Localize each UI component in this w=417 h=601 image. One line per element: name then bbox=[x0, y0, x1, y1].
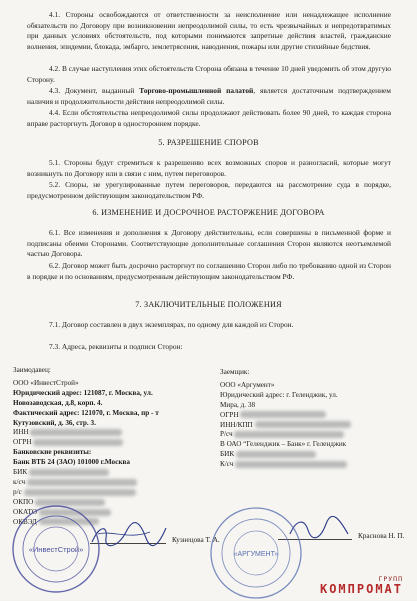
lender-legal-address-1: Юридический адрес: г. Геленджик, ул. bbox=[220, 390, 338, 399]
lender-ks-row bbox=[220, 460, 400, 470]
section-5-heading: 5. РАЗРЕШЕНИЕ СПОРОВ bbox=[158, 138, 259, 147]
redacted-value bbox=[240, 411, 326, 418]
lender-bank: В ОАО “Геленджик – Банк» г. Геленджик bbox=[220, 440, 347, 449]
clause-4-2: 4.2. В случае наступления этих обстоятельств Сторона обязана в течение 10 дней уведомить об этом другую Сторону. bbox=[27, 64, 391, 84]
clause-6-1: 6.1. Все изменения и дополнения к Договору действительны, если совершены в письменной форме и подписаны обеими Сторонами. Соответствующие дополнительные соглашения Сторон являются неотъемлемой частью Договора. bbox=[27, 228, 391, 259]
lender-signer-name: Краснова Н. П. bbox=[358, 532, 405, 540]
clause-7-1: 7.1. Договор составлен в двух экземплярах, по одному для каждой из Сторон. bbox=[49, 320, 294, 329]
borrower-ogrn-label: ОГРН bbox=[13, 438, 32, 447]
borrower-signer-name: Кузнецова Т. А. bbox=[172, 536, 220, 544]
borrower-legal-address-1: Юридический адрес: 121087, г. Москва, ул. bbox=[13, 388, 153, 397]
lender-seal-text: «АРГУМЕНТ» bbox=[233, 551, 279, 558]
borrower-legal-address-2: Новозаводская, д.8, корп. 4. bbox=[13, 398, 103, 407]
borrower-okpo-label: ОКПО bbox=[13, 497, 34, 506]
clause-6-2: 6.2. Договор может быть досрочно расторгнут по соглашению Сторон либо по требованию одной из Сторон в порядке и по основаниям, предусмотренным действующим законодательством РФ. bbox=[27, 261, 391, 281]
redacted-value bbox=[24, 489, 136, 496]
lender-innkpp-label: ИНН/КПП bbox=[220, 420, 253, 429]
borrower-block bbox=[13, 366, 213, 528]
lender-legal-address-2: Мира, д. 38 bbox=[220, 400, 256, 409]
borrower-company-seal bbox=[10, 503, 102, 595]
kompromat-watermark bbox=[320, 576, 403, 596]
redacted-value bbox=[235, 461, 347, 468]
lender-block bbox=[220, 368, 400, 470]
redacted-value bbox=[236, 451, 316, 458]
section-6-heading: 6. ИЗМЕНЕНИЕ И ДОСРОЧНОЕ РАСТОРЖЕНИЕ ДОГОВОРА bbox=[92, 208, 325, 217]
borrower-rs-label: р/с bbox=[13, 487, 22, 496]
lender-company-seal bbox=[208, 505, 304, 601]
clause-4-3-end: , является достаточным подтверждением наличия и продолжительности действия непреодолимой силы. bbox=[27, 86, 391, 106]
borrower-rs-row bbox=[13, 488, 213, 498]
lender-innkpp-row bbox=[220, 421, 400, 431]
borrower-actual-address-2: Кутузовский, д. 36, стр. 3. bbox=[13, 418, 96, 427]
redacted-value bbox=[29, 469, 109, 476]
clause-5-1: 5.1. Стороны будут стремиться к разрешению всех возможных споров и разногласий, которые могут возникнуть по Договору или в связи с ним, путем переговоров. bbox=[27, 158, 391, 178]
redacted-value bbox=[27, 479, 137, 486]
lender-ogrn-row bbox=[220, 411, 400, 421]
watermark-big: КОМПРОМАТ bbox=[319, 582, 403, 596]
lender-name: ООО «Аргумент» bbox=[220, 380, 275, 389]
borrower-ks-row bbox=[13, 478, 213, 488]
borrower-ogrn-row bbox=[13, 438, 213, 448]
clause-4-4: 4.4. Если обстоятельства непреодолимой силы продолжают действовать более 90 дней, то каждая сторона вправе расторгнуть Договор в одностороннем порядке. bbox=[27, 108, 391, 128]
borrower-ks-label: к/сч bbox=[13, 477, 26, 486]
borrower-name: ООО «ИнвестСтрой» bbox=[13, 378, 79, 387]
lender-rs-row bbox=[220, 430, 400, 440]
redacted-value bbox=[30, 429, 122, 436]
lender-ks-label: К/сч bbox=[220, 460, 234, 469]
borrower-title: Заимодавец: bbox=[13, 366, 51, 374]
lender-bik-row bbox=[220, 450, 400, 460]
clause-5-2: 5.2. Споры, не урегулированные путем переговоров, передаются на рассмотрение суда в порядке, предусмотренном действующим законодательством РФ. bbox=[27, 180, 391, 200]
borrower-okved-label: ОКВЭД bbox=[13, 517, 37, 526]
borrower-seal-text: «ИнвестСтрой» bbox=[28, 545, 84, 554]
borrower-bank: Банк ВТБ 24 (ЗАО) 101000 г.Москва bbox=[13, 458, 130, 467]
redacted-value bbox=[255, 421, 351, 428]
clause-4-3 bbox=[27, 86, 391, 107]
redacted-value bbox=[33, 439, 123, 446]
borrower-inn-label: ИНН bbox=[13, 428, 29, 437]
borrower-inn-row bbox=[13, 428, 213, 438]
clause-4-3-start: 4.3. Документ, выданный bbox=[49, 86, 140, 95]
lender-ogrn-label: ОГРН bbox=[220, 410, 239, 419]
lender-signer bbox=[358, 532, 404, 542]
borrower-bik-label: БИК bbox=[13, 468, 28, 477]
borrower-bank-title: Банковские реквизиты: bbox=[13, 448, 92, 457]
redacted-value bbox=[234, 431, 344, 438]
borrower-okato-label: ОКАТО bbox=[13, 507, 38, 516]
borrower-bik-row bbox=[13, 468, 213, 478]
clause-7-3: 7.3. Адреса, реквизиты и подписи Сторон: bbox=[49, 342, 183, 351]
lender-rs-label: Р/сч bbox=[220, 430, 233, 439]
lender-bik-label: БИК bbox=[220, 450, 235, 459]
section-7-heading: 7. ЗАКЛЮЧИТЕЛЬНЫЕ ПОЛОЖЕНИЯ bbox=[135, 300, 282, 309]
clause-4-1: 4.1. Стороны освобождаются от ответственности за неисполнение или ненадлежащее исполнение обязательств по Договору при возникновении непреодолимой силы, то есть чрезвычайных и непредотвратимых при данных условиях обстоятельств, под которыми понимаются запретные действия властей, гражданские волнения, эпидемии, блокада, эмбарго, землетрясения, наводнения, пожары или другие стихийные бедствия. bbox=[27, 10, 391, 51]
lender-title: Заемщик: bbox=[220, 368, 250, 376]
borrower-actual-address-1: Фактический адрес: 121070, г. Москва, пр - т bbox=[13, 408, 159, 417]
watermark-small: ГРУПП bbox=[378, 575, 403, 583]
chamber-of-commerce: Торгово-промышленной палатой bbox=[139, 86, 254, 95]
